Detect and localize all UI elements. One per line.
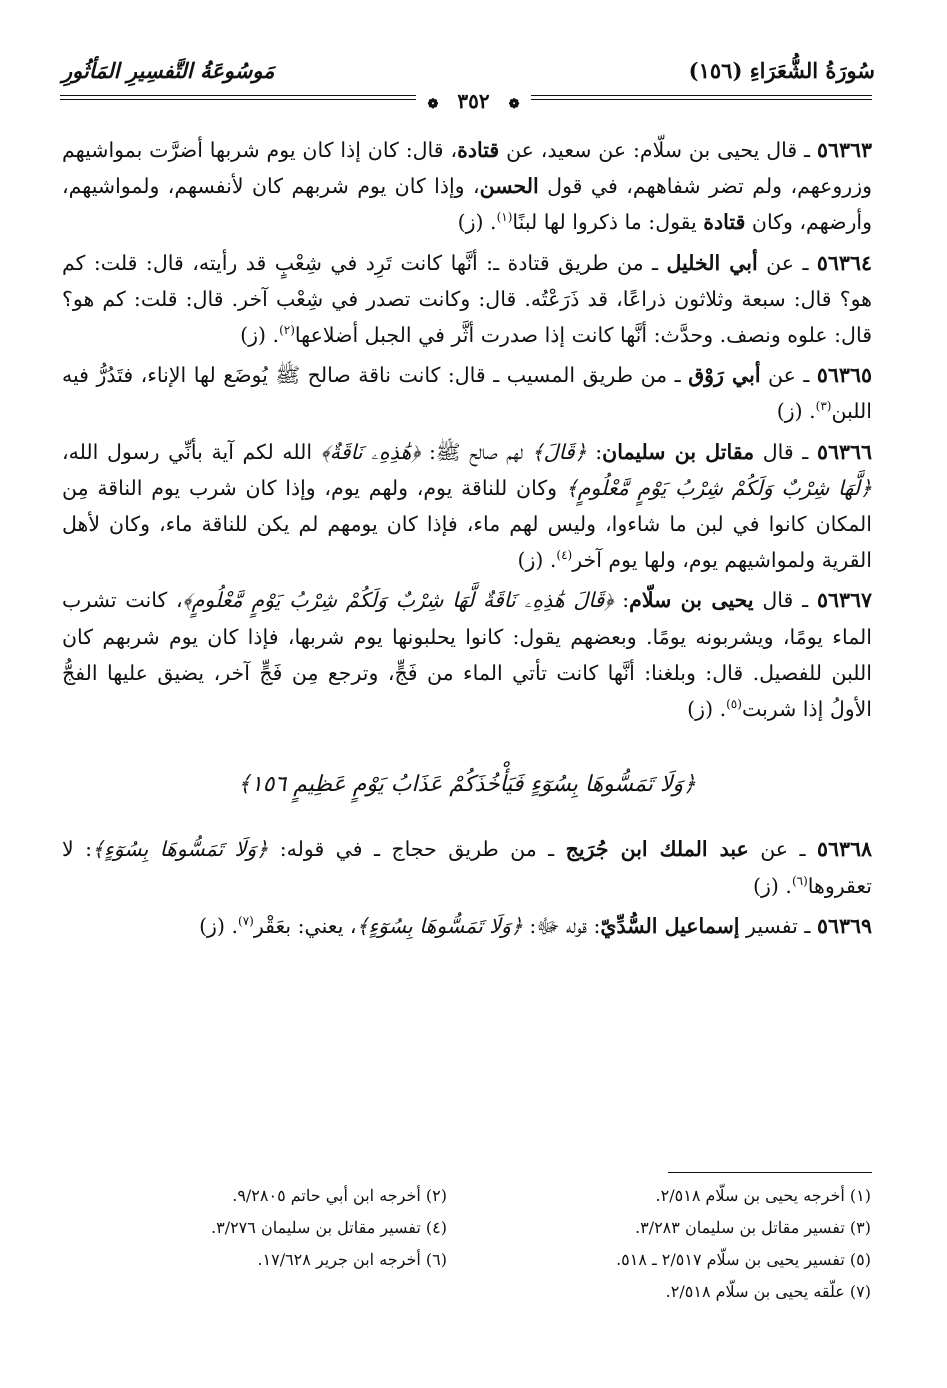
footnote-ref: (١) xyxy=(496,210,513,225)
entry-text: . (ز) xyxy=(240,323,280,348)
book-title: مَوسُوعَةُ التَّفسِيرِ المَأثُورِ xyxy=(62,58,275,83)
entry-number: ٥٦٣٦٣ xyxy=(816,138,872,162)
entry-text: ـ من طريق حجاج ـ في قوله: xyxy=(268,837,566,862)
footnote-2: (٢) أخرجه ابن أبي حاتم ٩/٢٨٠٥. xyxy=(232,1186,447,1205)
entry-number: ٥٦٣٦٤ xyxy=(816,250,872,275)
entry-text: ـ قال xyxy=(753,588,809,613)
quran-quote: ﴿وَلَا تَمَسُّوهَا بِسُوٓءٍ﴾ xyxy=(92,837,269,862)
entry-text: وكان للناقة يوم، ولهم يوم، وإذا كان شرب يوم الناقة مِن المكان كانوا في لبن ما شاءوا، وليس لهم ماء، فإذا كان يومهم لم يكن للناقة ماء، وكان لأهل القرية ولمواشيهم يوم، ولها يوم آخر xyxy=(62,475,872,573)
entry xyxy=(62,357,872,429)
entry-number: ٥٦٣٦٩ xyxy=(816,913,872,938)
entries-list-2 xyxy=(62,831,872,944)
main-text xyxy=(62,132,872,948)
entry-text: : xyxy=(586,439,603,464)
quran-quote: ﴿هَٰذِهِۦ نَاقَةٌ﴾ xyxy=(320,439,421,464)
entry-text: . (ز) xyxy=(776,399,816,424)
quran-quote: ﴿قَالَ﴾ xyxy=(531,439,587,464)
narrator-name: إسماعيل السُّدِّيّ xyxy=(600,913,740,938)
entry-text: ، يعني: بعَقْر xyxy=(253,913,357,938)
ornament-icon: ❁ xyxy=(422,97,445,112)
entry-text: ـ عن xyxy=(757,250,809,275)
narrator-name: قتادة xyxy=(457,138,500,162)
entry-text: . (ز) xyxy=(199,913,238,938)
narrator-name: يحيى بن سلّام xyxy=(629,588,754,613)
entry-text: ـ من طريق قتادة ـ: أنَّها كانت تَرِد في شِعْبٍ قد رأيته، قال: قلت: كم هو؟ قال: سبعة وثلاثون ذراعًا، قد ذَرَعْتُه. قال: وكانت تصدر في شِعْب آخر. قال: قلت: كم هو؟ قال: علوه ونصف. وحدَّث: أنَّها كانت إذا صدرت أثَّر في الجبل أضلاعها xyxy=(62,250,872,348)
entry-text: . (ز) xyxy=(457,210,497,235)
entry-text: ـ قال يحيى بن سلّام: عن سعيد، عن xyxy=(499,138,811,162)
entries-list xyxy=(62,132,872,727)
entry-text: . (ز) xyxy=(687,697,727,722)
page-number-wrap xyxy=(0,89,947,113)
entry-text: ـ عن xyxy=(748,837,806,862)
entry-text: ، وإذا كان يوم شربهم كان لأنفسهم، ولمواشيهم، وأرضهم، وكان xyxy=(62,174,872,235)
footnote-rule xyxy=(668,1172,872,1173)
footnote-ref: (٢) xyxy=(279,323,295,338)
footnote-ref: (٤) xyxy=(556,548,573,563)
footnote-7: (٧) علّقه يحيى بن سلّام ٢/٥١٨. xyxy=(665,1282,871,1301)
entry-text: . (ز) xyxy=(517,548,557,573)
footnote-ref: (٥) xyxy=(726,697,742,712)
entry xyxy=(62,582,872,727)
entry-text: : لا تعقروها xyxy=(62,837,872,898)
entry xyxy=(62,434,872,579)
narrator-name: أبي رَوْق xyxy=(688,363,761,388)
page-number: ٣٥٢ xyxy=(451,89,495,113)
entry-text: . (ز) xyxy=(753,873,792,898)
footnote-ref: (٧) xyxy=(238,914,254,929)
entry-text: ـ قال xyxy=(754,439,809,464)
entry-text: لهم صالح ﷺ: xyxy=(420,439,532,464)
footnote-5: (٥) تفسير يحيى بن سلّام ٢/٥١٧ ـ ٥١٨. xyxy=(616,1250,871,1269)
entry-text: ـ تفسير xyxy=(739,913,811,938)
footnote-3: (٣) تفسير مقاتل بن سليمان ٣/٢٨٣. xyxy=(635,1218,871,1237)
narrator-name: قتادة xyxy=(703,210,746,235)
footnote-ref: (٣) xyxy=(815,399,832,414)
entry xyxy=(62,908,872,944)
entry xyxy=(62,831,872,903)
footnote-1: (١) أخرجه يحيى بن سلّام ٢/٥١٨. xyxy=(655,1186,871,1205)
surah-header: سُورَةُ الشُّعَرَاءِ (١٥٦) xyxy=(688,58,875,83)
footnote-ref: (٦) xyxy=(791,873,808,888)
entry xyxy=(62,245,872,354)
quran-quote: ﴿وَلَا تَمَسُّوهَا بِسُوٓءٍ﴾ xyxy=(356,913,523,938)
entry-number: ٥٦٣٦٧ xyxy=(816,588,872,613)
quran-quote: ﴿لَّهَا شِرْبٌ وَلَكُمْ شِرْبُ يَوْمٍ مَّعْلُومٍ﴾ xyxy=(565,475,872,500)
narrator-name: الحسن xyxy=(479,174,539,199)
entry-number: ٥٦٣٦٦ xyxy=(816,439,872,464)
entry-text: الله لكم آية بأنِّي رسول الله، xyxy=(62,439,321,464)
entry-text: : قوله ﷻ: xyxy=(522,913,601,938)
entry-text: : xyxy=(613,588,630,613)
entry-text: ، قال: كان إذا كان يوم شربها أضرَّت بمواشيهم وزروعهم، ولم تضر شفاههم، في قول xyxy=(62,138,872,199)
ornament-icon: ❁ xyxy=(503,97,526,112)
entry-text: ـ من طريق المسيب ـ قال: كانت ناقة صالح ﷺ يُوضَع لها الإناء، فتَدُرُّ فيه اللبن xyxy=(62,363,872,424)
narrator-name: عبد الملك ابن جُرَيج xyxy=(565,837,749,862)
narrator-name: أبي الخليل xyxy=(666,250,758,275)
quran-verse: ﴿وَلَا تَمَسُّوهَا بِسُوٓءٍ فَيَأْخُذَكُمْ عَذَابُ يَوْمٍ عَظِيمٍ ١٥٦﴾ xyxy=(237,772,697,798)
entry-text: يقول: ما ذكروا لها لبنًا xyxy=(512,210,704,235)
entry-number: ٥٦٣٦٥ xyxy=(816,363,872,388)
footnote-4: (٤) تفسير مقاتل بن سليمان ٣/٢٧٦. xyxy=(211,1218,447,1237)
narrator-name: مقاتل بن سليمان xyxy=(602,439,755,464)
quran-quote: ﴿قَالَ هَٰذِهِۦ نَاقَةٌ لَّهَا شِرْبٌ وَلَكُمْ شِرْبُ يَوْمٍ مَّعْلُومٍ﴾ xyxy=(182,588,614,613)
entry-text: ـ عن xyxy=(760,363,810,388)
entry xyxy=(62,132,872,241)
entry-number: ٥٦٣٦٨ xyxy=(816,837,872,862)
entry-text: ، كانت تشرب الماء يومًا، ويشربونه يومًا. وبعضهم يقول: كانوا يحلبونها يوم شربها، فإذا كان يوم شربهم كان اللبن للفصيل. قال: وبلغنا: أنَّها كانت تأتي الماء من فَجٍّ، وترجع مِن فَجٍّ آخر، يضيق عليها الفجُّ الأولُ إذا شربت xyxy=(62,588,872,722)
footnote-6: (٦) أخرجه ابن جرير ١٧/٦٢٨. xyxy=(257,1250,447,1269)
